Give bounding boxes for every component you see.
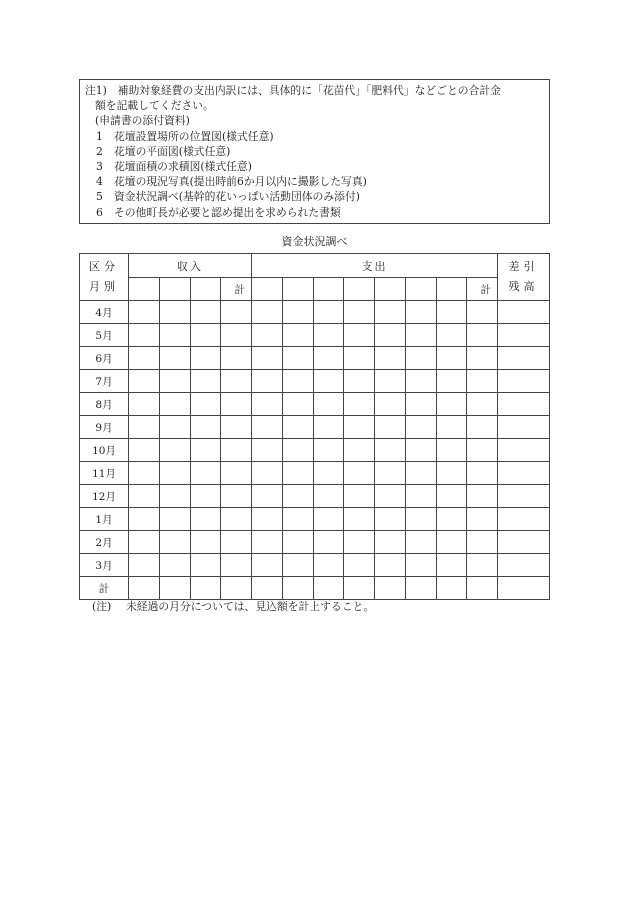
expense-cell[interactable] [406,393,437,416]
attachment-num: 2 [96,144,103,158]
expense-cell[interactable] [314,439,344,462]
expense-cell[interactable] [406,554,437,577]
attachment-num: 4 [96,175,103,189]
table-header-row [80,254,550,278]
expense-cell[interactable] [375,393,406,416]
balance-cell[interactable] [498,508,550,531]
expense-cell[interactable] [314,485,344,508]
expense-cell[interactable] [344,393,375,416]
row-label: 8月 [80,393,129,416]
expense-cell[interactable] [314,324,344,347]
expense-cell[interactable] [344,347,375,370]
notes-box [79,79,550,224]
expense-cell[interactable] [406,508,437,531]
income-cell[interactable] [160,416,191,439]
expense-cell[interactable] [467,416,498,439]
expense-item-header-cell[interactable] [406,278,437,301]
row-label: 計 [80,577,129,600]
expense-cell[interactable] [375,531,406,554]
table-row [80,554,550,577]
expense-cell[interactable] [252,485,283,508]
income-cell[interactable] [221,554,252,577]
expense-cell[interactable] [375,577,406,600]
balance-cell[interactable] [498,416,550,439]
balance-cell[interactable] [498,554,550,577]
income-cell[interactable] [160,531,191,554]
row-label: 12月 [80,485,129,508]
expense-cell[interactable] [252,416,283,439]
table-row [80,301,550,324]
balance-cell[interactable] [498,462,550,485]
expense-cell[interactable] [375,370,406,393]
income-cell[interactable] [129,577,160,600]
income-cell[interactable] [129,301,160,324]
expense-cell[interactable] [406,370,437,393]
income-item-header-cell[interactable] [191,278,221,301]
income-cell[interactable] [129,508,160,531]
expense-cell[interactable] [375,301,406,324]
income-cell[interactable] [191,370,221,393]
attachment-text: 花壇面積の求積図(様式任意) [114,160,252,174]
expense-cell[interactable] [344,439,375,462]
balance-cell[interactable] [498,324,550,347]
note-heading-line2: 額を記載してください。 [95,99,214,113]
expense-cell[interactable] [437,370,467,393]
income-subtotal-header: 計 [221,278,252,301]
income-cell[interactable] [191,485,221,508]
expense-cell[interactable] [283,393,314,416]
expense-cell[interactable] [344,485,375,508]
expense-header: 支出 [252,254,498,278]
row-label: 2月 [80,531,129,554]
attachment-num: 1 [96,129,103,143]
expense-item-header-cell[interactable] [437,278,467,301]
expense-cell[interactable] [344,554,375,577]
expense-cell[interactable] [406,462,437,485]
expense-cell[interactable] [283,370,314,393]
income-cell[interactable] [191,554,221,577]
attachment-item [85,189,545,204]
expense-cell[interactable] [344,324,375,347]
expense-cell[interactable] [314,393,344,416]
income-cell[interactable] [191,393,221,416]
income-cell[interactable] [129,347,160,370]
expense-cell[interactable] [375,324,406,347]
month-header-label: 月別 [89,280,119,293]
balance-cell[interactable] [498,347,550,370]
expense-cell[interactable] [467,508,498,531]
income-cell[interactable] [160,324,191,347]
category-header-label: 区分 [89,260,119,273]
expense-cell[interactable] [437,508,467,531]
expense-cell[interactable] [467,439,498,462]
table-row [80,439,550,462]
attachment-num: 6 [96,205,103,219]
expense-cell[interactable] [252,439,283,462]
income-cell[interactable] [191,577,221,600]
expense-cell[interactable] [406,439,437,462]
income-cell[interactable] [221,439,252,462]
expense-cell[interactable] [252,347,283,370]
expense-cell[interactable] [283,324,314,347]
table-row [80,485,550,508]
income-cell[interactable] [191,531,221,554]
table-row [80,324,550,347]
expense-cell[interactable] [252,508,283,531]
income-item-header-cell[interactable] [129,278,160,301]
expense-cell[interactable] [467,301,498,324]
table-subheader-row [80,278,550,301]
income-cell[interactable] [160,370,191,393]
category-header-cell [80,254,129,301]
income-cell[interactable] [129,554,160,577]
expense-cell[interactable] [283,531,314,554]
row-label: 1月 [80,508,129,531]
income-cell[interactable] [129,462,160,485]
expense-cell[interactable] [344,301,375,324]
row-label: 11月 [80,462,129,485]
expense-cell[interactable] [283,554,314,577]
expense-cell[interactable] [375,508,406,531]
row-label: 4月 [80,301,129,324]
expense-cell[interactable] [467,393,498,416]
expense-cell[interactable] [437,416,467,439]
expense-cell[interactable] [437,462,467,485]
expense-cell[interactable] [406,301,437,324]
income-cell[interactable] [191,324,221,347]
expense-cell[interactable] [283,301,314,324]
income-cell[interactable] [160,508,191,531]
expense-cell[interactable] [283,462,314,485]
note-heading-line1: 注1) 補助対象経費の支出内訳には、具体的に「花苗代」「肥料代」などごとの合計金 [85,84,501,97]
funding-status-table [79,253,550,600]
row-label: 5月 [80,324,129,347]
expense-cell[interactable] [314,554,344,577]
income-cell[interactable] [129,370,160,393]
expense-cell[interactable] [314,577,344,600]
expense-cell[interactable] [406,485,437,508]
income-cell[interactable] [221,485,252,508]
expense-item-header-cell[interactable] [375,278,406,301]
attachment-text: 花壇の平面図(様式任意) [114,144,231,158]
income-cell[interactable] [160,347,191,370]
expense-cell[interactable] [252,577,283,600]
income-cell[interactable] [129,393,160,416]
table-row [80,462,550,485]
income-cell[interactable] [221,577,252,600]
expense-cell[interactable] [252,393,283,416]
expense-cell[interactable] [283,439,314,462]
attachment-text: 資金状況調べ(基幹的花いっぱい活動団体のみ添付) [114,190,360,204]
income-cell[interactable] [129,439,160,462]
balance-header-cell [498,254,550,301]
footnote-text: 未経過の月分については、見込額を計上すること。 [126,600,375,613]
income-cell[interactable] [160,485,191,508]
expense-item-header-cell[interactable] [252,278,283,301]
income-cell[interactable] [160,439,191,462]
attachment-num: 5 [96,190,103,204]
row-label: 10月 [80,439,129,462]
attachment-item [85,205,545,220]
income-cell[interactable] [221,508,252,531]
row-label: 6月 [80,347,129,370]
table-row [80,508,550,531]
expense-cell[interactable] [467,531,498,554]
income-cell[interactable] [221,393,252,416]
expense-cell[interactable] [314,531,344,554]
expense-cell[interactable] [375,439,406,462]
expense-cell[interactable] [252,301,283,324]
expense-cell[interactable] [437,324,467,347]
income-cell[interactable] [221,301,252,324]
income-cell[interactable] [221,416,252,439]
income-cell[interactable] [221,324,252,347]
income-cell[interactable] [191,347,221,370]
income-cell[interactable] [221,347,252,370]
expense-item-header-cell[interactable] [283,278,314,301]
table-row [80,393,550,416]
expense-cell[interactable] [344,416,375,439]
expense-cell[interactable] [467,370,498,393]
income-cell[interactable] [191,301,221,324]
expense-cell[interactable] [375,485,406,508]
expense-cell[interactable] [437,554,467,577]
table-title: 資金状況調べ [281,235,348,248]
row-label: 9月 [80,416,129,439]
expense-cell[interactable] [467,347,498,370]
table-row [80,416,550,439]
table-row [80,370,550,393]
attachment-text: その他町長が必要と認め提出を求められた書類 [114,205,341,219]
attachment-num: 3 [96,160,103,174]
income-cell[interactable] [221,462,252,485]
expense-cell[interactable] [252,462,283,485]
expense-cell[interactable] [344,462,375,485]
expense-cell[interactable] [406,577,437,600]
expense-cell[interactable] [375,416,406,439]
expense-cell[interactable] [375,462,406,485]
expense-cell[interactable] [467,554,498,577]
expense-cell[interactable] [283,416,314,439]
expense-cell[interactable] [252,370,283,393]
expense-cell[interactable] [467,577,498,600]
table-row [80,531,550,554]
row-label: 3月 [80,554,129,577]
footnote-label: (注) [92,600,112,613]
table-row [80,347,550,370]
balance-cell[interactable] [498,393,550,416]
expense-cell[interactable] [437,393,467,416]
expense-cell[interactable] [314,462,344,485]
expense-cell[interactable] [283,508,314,531]
income-cell[interactable] [160,577,191,600]
attachment-text: 花壇の現況写真(提出時前6か月以内に撮影した写真) [114,175,367,189]
balance-cell[interactable] [498,577,550,600]
table-row [80,577,550,600]
balance-cell[interactable] [498,370,550,393]
expense-subtotal-header: 計 [467,278,498,301]
attachment-item [85,129,545,144]
expense-cell[interactable] [406,347,437,370]
expense-cell[interactable] [437,577,467,600]
expense-cell[interactable] [375,347,406,370]
expense-cell[interactable] [437,485,467,508]
balance-header-label: 差引 [508,260,539,273]
expense-cell[interactable] [344,370,375,393]
expense-cell[interactable] [283,485,314,508]
income-cell[interactable] [160,393,191,416]
expense-cell[interactable] [344,531,375,554]
attachment-item [85,144,545,159]
income-cell[interactable] [129,324,160,347]
expense-cell[interactable] [467,462,498,485]
income-cell[interactable] [221,370,252,393]
expense-cell[interactable] [406,324,437,347]
attachment-item [85,159,545,174]
attachments-title: (申請書の添付資料) [95,114,190,128]
footnote [92,599,374,614]
expense-cell[interactable] [344,508,375,531]
expense-cell[interactable] [437,347,467,370]
income-cell[interactable] [221,531,252,554]
expense-cell[interactable] [437,439,467,462]
expense-cell[interactable] [283,347,314,370]
income-cell[interactable] [129,531,160,554]
balance-cell[interactable] [498,301,550,324]
expense-cell[interactable] [437,301,467,324]
row-label: 7月 [80,370,129,393]
attachment-item [85,174,545,189]
expense-item-header-cell[interactable] [314,278,344,301]
expense-cell[interactable] [283,577,314,600]
expense-cell[interactable] [344,577,375,600]
expense-cell[interactable] [314,508,344,531]
expense-cell[interactable] [252,531,283,554]
expense-cell[interactable] [467,324,498,347]
income-cell[interactable] [191,416,221,439]
income-cell[interactable] [191,439,221,462]
balance-cell[interactable] [498,531,550,554]
expense-cell[interactable] [314,347,344,370]
balance-header-label: 残高 [508,280,539,293]
expense-cell[interactable] [437,531,467,554]
attachment-text: 花壇設置場所の位置図(様式任意) [114,129,274,143]
income-cell[interactable] [191,508,221,531]
expense-cell[interactable] [252,324,283,347]
income-header: 収入 [129,254,252,278]
income-cell[interactable] [160,301,191,324]
income-cell[interactable] [129,485,160,508]
balance-cell[interactable] [498,485,550,508]
expense-cell[interactable] [314,416,344,439]
expense-cell[interactable] [375,554,406,577]
income-cell[interactable] [191,462,221,485]
balance-cell[interactable] [498,439,550,462]
income-cell[interactable] [160,462,191,485]
income-item-header-cell[interactable] [160,278,191,301]
expense-cell[interactable] [406,531,437,554]
expense-cell[interactable] [252,554,283,577]
expense-item-header-cell[interactable] [344,278,375,301]
income-cell[interactable] [129,416,160,439]
income-cell[interactable] [160,554,191,577]
expense-cell[interactable] [406,416,437,439]
expense-cell[interactable] [314,370,344,393]
expense-cell[interactable] [314,301,344,324]
expense-cell[interactable] [467,485,498,508]
